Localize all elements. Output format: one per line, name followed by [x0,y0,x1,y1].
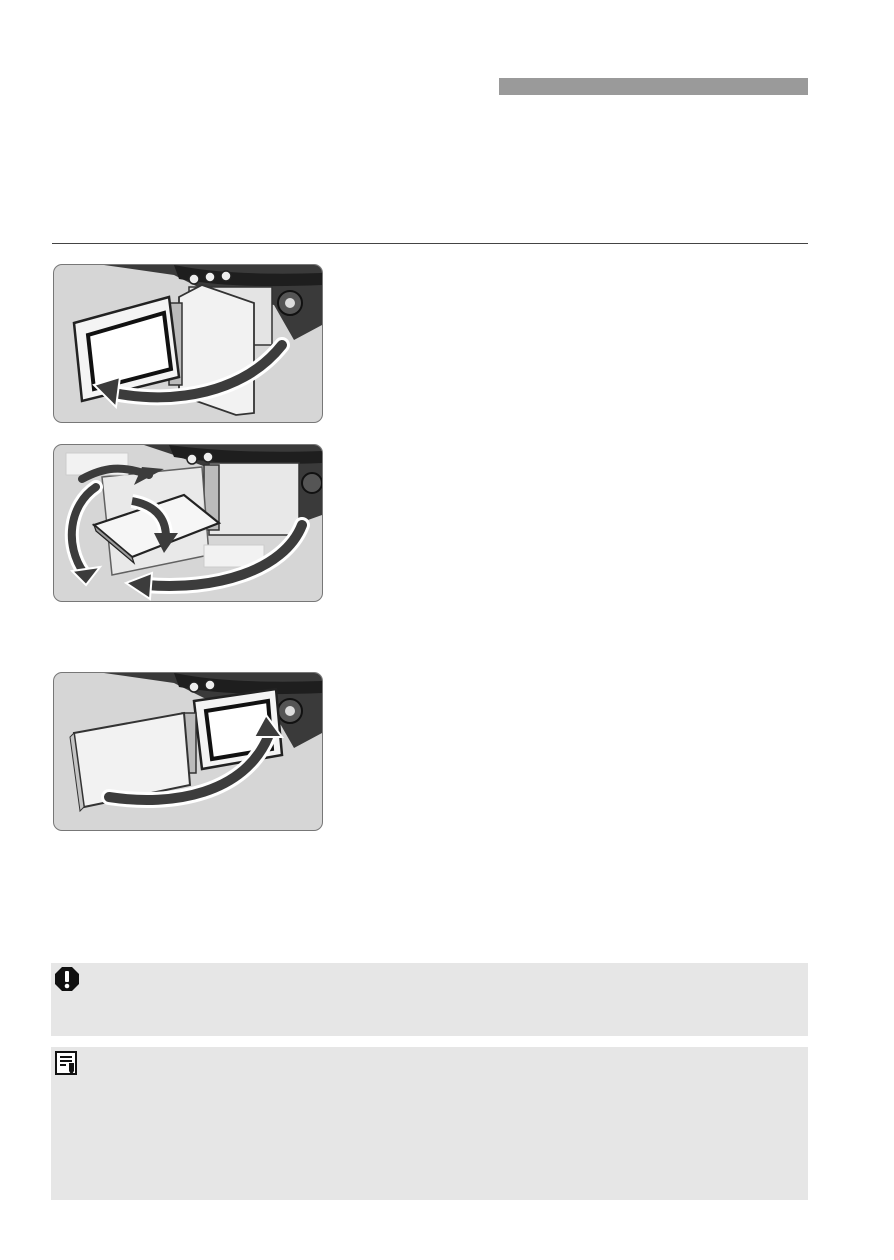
section-header-bar [499,78,808,95]
lcd-rotate-illustration [54,445,322,601]
memo-note [51,1047,808,1200]
figure-lcd-open [53,264,323,423]
lcd-open-out-illustration [54,265,322,422]
caution-icon [53,965,81,993]
horizontal-rule [52,243,808,244]
figure-lcd-close [53,672,323,831]
lcd-close-facing-out-illustration [54,673,322,830]
figure-lcd-rotate [53,444,323,602]
caution-note [51,963,808,1036]
memo-icon [53,1049,81,1077]
